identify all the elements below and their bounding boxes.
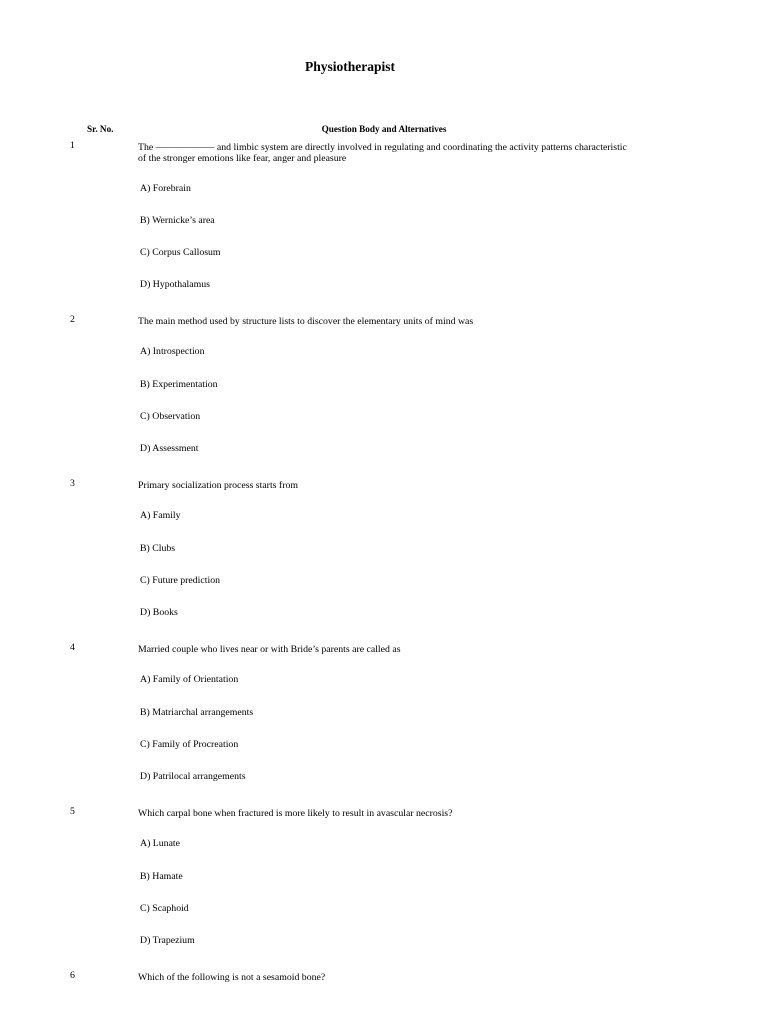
question-number: 5 bbox=[70, 806, 75, 818]
option-a: A) Introspection bbox=[140, 346, 205, 358]
question-block-4 bbox=[0, 644, 768, 782]
question-block-5 bbox=[0, 808, 768, 946]
document-title: Physiotherapist bbox=[304, 59, 395, 74]
question-text-line: Primary socialization process starts from bbox=[138, 480, 298, 492]
option-a: A) Forebrain bbox=[140, 182, 191, 194]
question-text-line: Married couple who lives near or with Bride’s parents are called as bbox=[138, 644, 401, 656]
option-b: B) Experimentation bbox=[140, 378, 218, 390]
question-number: 2 bbox=[70, 314, 75, 326]
question-number: 3 bbox=[70, 478, 75, 490]
option-d: D) Trapezium bbox=[140, 935, 195, 947]
question-number: 1 bbox=[70, 139, 75, 151]
option-d: D) Patrilocal arrangements bbox=[140, 771, 246, 783]
question-block-1 bbox=[0, 139, 768, 291]
question-text-line: The —————— and limbic system are directly involved in regulating and coordinating the activity patterns characteristic bbox=[138, 141, 627, 153]
option-b: B) Wernicke’s area bbox=[140, 214, 215, 226]
question-block-2 bbox=[0, 316, 768, 454]
option-a: A) Lunate bbox=[140, 838, 180, 850]
question-block-3 bbox=[0, 480, 768, 618]
question-number: 4 bbox=[70, 642, 75, 654]
option-b: B) Hamate bbox=[140, 870, 183, 882]
option-c: C) Scaphoid bbox=[140, 903, 189, 915]
question-text-line: The main method used by structure lists to discover the elementary units of mind was bbox=[138, 316, 474, 328]
option-c: C) Observation bbox=[140, 411, 201, 423]
question-block-6 bbox=[0, 972, 768, 983]
option-c: C) Future prediction bbox=[140, 575, 220, 587]
option-b: B) Clubs bbox=[140, 542, 176, 554]
option-d: D) Books bbox=[140, 607, 178, 619]
column-header-sr-no: Sr. No. bbox=[87, 124, 114, 134]
option-b: B) Matriarchal arrangements bbox=[140, 706, 254, 718]
question-text-line: Which of the following is not a sesamoid bone? bbox=[138, 972, 326, 984]
option-c: C) Family of Procreation bbox=[140, 739, 239, 751]
option-c: C) Corpus Callosum bbox=[140, 247, 221, 259]
question-number: 6 bbox=[70, 970, 75, 982]
option-a: A) Family of Orientation bbox=[140, 674, 239, 686]
question-list bbox=[0, 139, 768, 1010]
question-text-line: of the stronger emotions like fear, anger and pleasure bbox=[138, 152, 347, 164]
option-d: D) Assessment bbox=[140, 443, 199, 455]
column-header-question-body: Question Body and Alternatives bbox=[321, 124, 447, 134]
option-a: A) Family bbox=[140, 510, 181, 522]
option-d: D) Hypothalamus bbox=[140, 279, 210, 291]
question-text-line: Which carpal bone when fractured is more likely to result in avascular necrosis? bbox=[138, 808, 453, 820]
